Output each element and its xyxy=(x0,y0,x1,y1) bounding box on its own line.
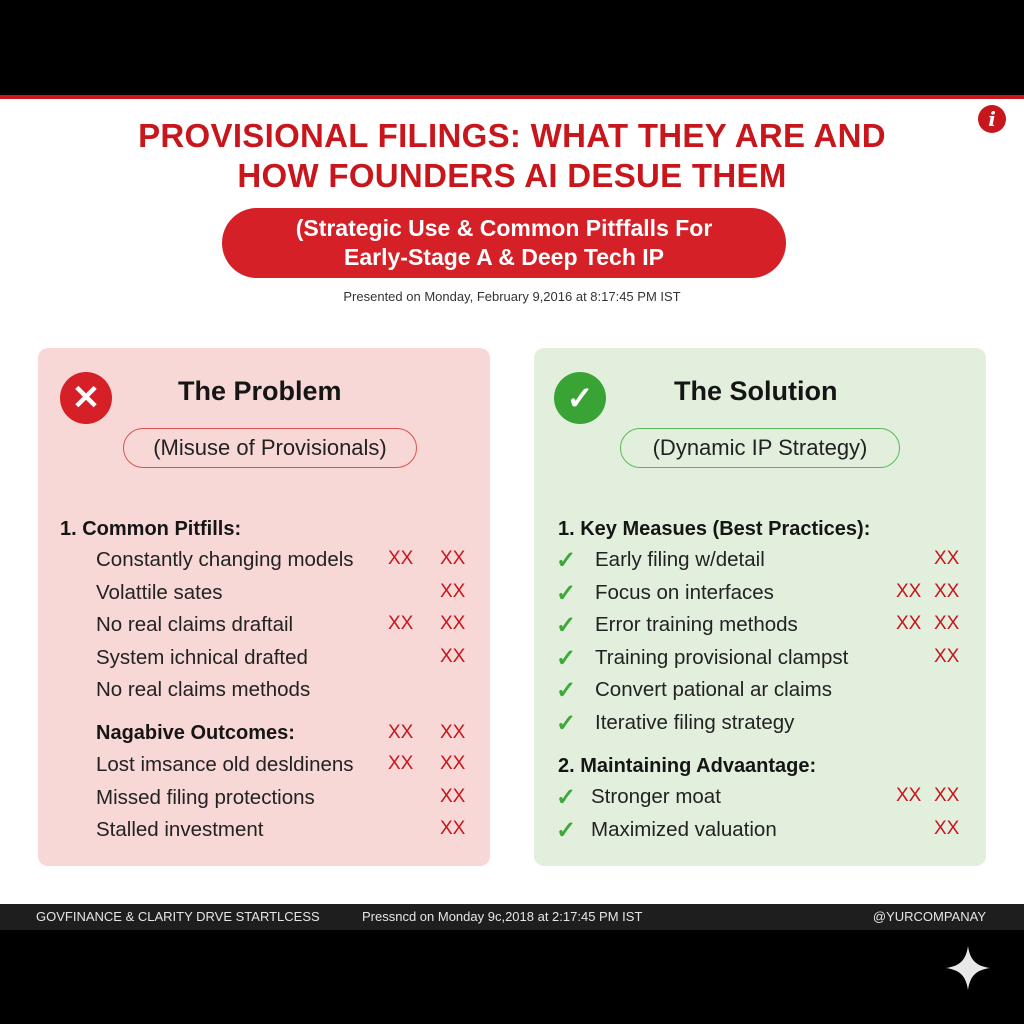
list-item xyxy=(534,784,960,815)
list-item-label: Stronger moat xyxy=(591,785,721,808)
check-icon: ✓ xyxy=(556,547,577,574)
title-line-2: HOW FOUNDERS AI DESUE THEM xyxy=(237,157,787,194)
list-item-label: Missed filing protections xyxy=(96,785,315,809)
check-icon: ✓ xyxy=(556,644,577,672)
list-item xyxy=(38,580,466,611)
list-item xyxy=(38,678,458,708)
list-item-label: Maximized valuation xyxy=(591,817,777,841)
xx-mark: XX xyxy=(440,548,466,569)
xx-mark: XX xyxy=(388,753,414,774)
list-item xyxy=(38,818,466,848)
xx-mark: XX xyxy=(934,785,960,806)
list-item-label: System ichnical drafted xyxy=(96,645,308,669)
xx-mark: XX xyxy=(896,785,922,806)
list-item-label: Volattile sates xyxy=(96,580,223,604)
xx-mark: XX xyxy=(934,613,960,634)
footer-right[interactable]: @YURCOMPANAY xyxy=(872,909,986,924)
list-item xyxy=(38,645,466,676)
xx-mark: XX xyxy=(440,753,466,774)
xx-mark: XX xyxy=(934,645,960,667)
xx-mark: XX xyxy=(440,613,466,634)
sparkle-icon xyxy=(944,944,992,992)
page-title xyxy=(60,116,964,196)
check-icon: ✓ xyxy=(556,579,577,607)
check-icon: ✓ xyxy=(556,784,577,811)
problem-outcomes-heading: Nagabive Outcomes: xyxy=(96,722,295,744)
footer-center: Pressncd on Monday 9c,2018 at 2:17:45 PM IST xyxy=(362,909,643,924)
xx-mark: XX xyxy=(896,613,922,634)
check-icon: ✓ xyxy=(556,612,577,639)
list-item-label: Early filing w/detail xyxy=(595,548,765,571)
list-item-label: Focus on interfaces xyxy=(595,580,774,604)
title-line-1: PROVISIONAL FILINGS: WHAT THEY ARE AND xyxy=(138,117,886,154)
list-item xyxy=(534,579,960,611)
list-item xyxy=(38,548,466,578)
solution-panel xyxy=(534,348,986,866)
check-circle-icon: ✓ xyxy=(554,372,606,424)
list-item xyxy=(534,612,960,643)
list-item-label: Convert pational ar claims xyxy=(595,678,832,701)
subtitle-pill xyxy=(222,208,786,278)
check-icon: ✓ xyxy=(556,709,577,737)
problem-panel xyxy=(38,348,490,866)
xx-mark: XX xyxy=(440,645,466,667)
check-icon: ✓ xyxy=(556,816,577,844)
list-item xyxy=(38,753,466,783)
list-item xyxy=(534,644,960,676)
xx-mark: XX xyxy=(388,613,414,634)
list-item xyxy=(534,711,954,741)
solution-subtitle: (Dynamic IP Strategy) xyxy=(620,428,900,468)
xx-mark: XX xyxy=(896,580,922,602)
subtitle-line-1: (Strategic Use & Common Pitffalls For xyxy=(295,215,713,241)
xx-mark: XX xyxy=(440,785,466,807)
list-item-label: No real claims methods xyxy=(96,678,311,701)
footer-left: GOVFINANCE & CLARITY DRVE STARTLCESS xyxy=(36,909,320,924)
list-item xyxy=(534,678,954,708)
xx-mark: XX xyxy=(934,817,960,839)
xx-mark: XX xyxy=(388,722,414,743)
list-item-label: No real claims draftail xyxy=(96,613,294,636)
xx-mark: XX xyxy=(934,548,960,569)
problem-section-heading: 1. Common Pitfills: xyxy=(60,518,242,540)
check-icon: ✓ xyxy=(556,677,577,704)
list-item-label: Stalled investment xyxy=(96,818,264,841)
xx-mark: XX xyxy=(440,580,466,602)
xx-mark: XX xyxy=(440,722,466,743)
presented-date: Presented on Monday, February 9,2016 at 8:17:45 PM IST xyxy=(343,289,681,304)
xx-mark: XX xyxy=(388,548,414,569)
problem-subtitle: (Misuse of Provisionals) xyxy=(123,428,417,468)
x-circle-icon: ✕ xyxy=(60,372,112,424)
list-item-label: Constantly changing models xyxy=(96,548,354,571)
list-item xyxy=(38,613,466,643)
info-icon[interactable]: i xyxy=(978,105,1006,133)
solution-section-heading: 1. Key Measues (Best Practices): xyxy=(558,518,871,540)
top-black-band xyxy=(0,0,1024,95)
list-item xyxy=(534,547,960,578)
subtitle-line-2: Early-Stage A & Deep Tech IP xyxy=(344,244,664,270)
list-item-label: Lost imsance old desldinens xyxy=(96,753,354,776)
list-item xyxy=(534,816,960,848)
solution-advantage-heading: 2. Maintaining Advaantage: xyxy=(558,755,817,777)
list-item xyxy=(38,785,466,816)
footer-bar xyxy=(0,904,1024,930)
list-item-label: Iterative filing strategy xyxy=(595,710,795,734)
list-item-label: Training provisional clampst xyxy=(595,645,849,669)
list-item-label: Error training methods xyxy=(595,613,798,636)
solution-title: The Solution xyxy=(674,376,838,406)
xx-mark: XX xyxy=(934,580,960,602)
xx-mark: XX xyxy=(440,818,466,839)
problem-title: The Problem xyxy=(178,376,342,406)
